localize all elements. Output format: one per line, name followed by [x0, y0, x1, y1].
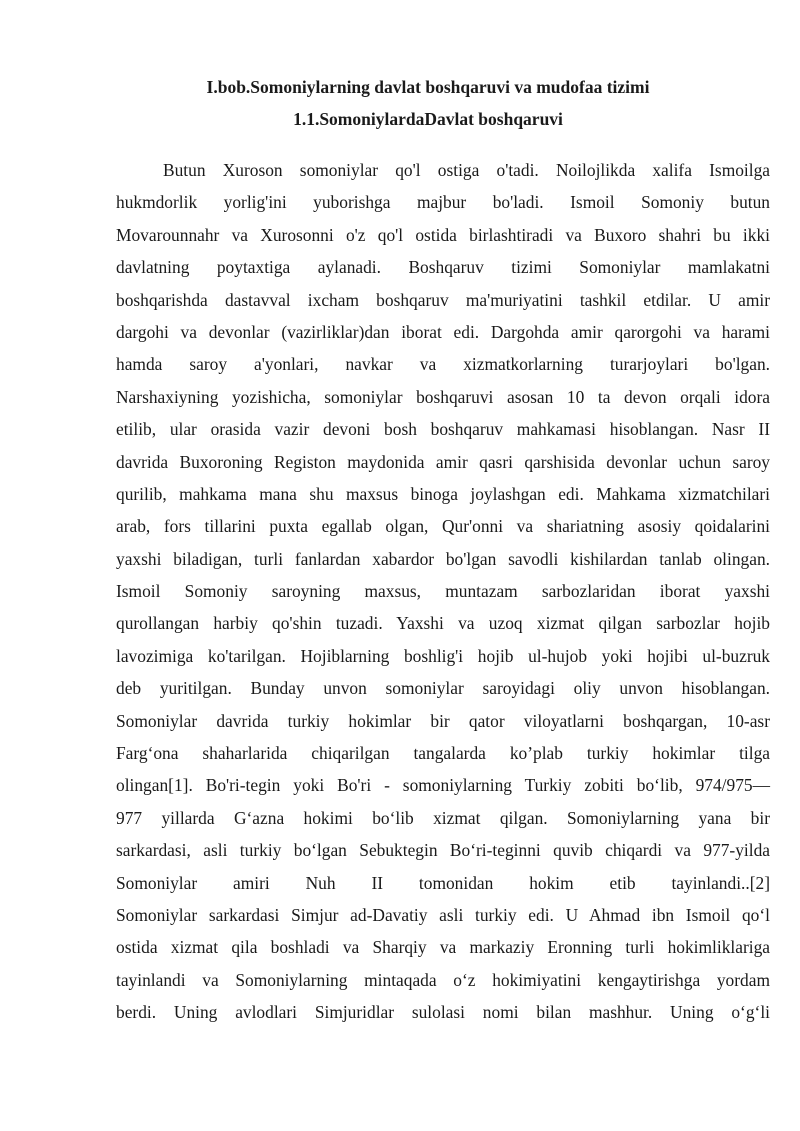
text-line: 977 yillarda G‘azna hokimi bo‘lib xizmat qilgan. Somoniylarning yana bir: [116, 807, 770, 828]
text-line: Somoniylar davrida turkiy hokimlar bir qator viloyatlarni boshqargan, 10-asr: [116, 710, 770, 731]
text-line: yaxshi biladigan, turli fanlardan xabardor bo'lgan savodli kishilardan tanlab olingan.: [116, 548, 770, 569]
text-line: hamda saroy a'yonlari, navkar va xizmatkorlarning turarjoylari bo'lgan.: [116, 354, 770, 375]
text-line: Somoniylar amiri Nuh II tomonidan hokim etib tayinlandi..[2]: [116, 872, 770, 893]
text-line: Narshaxiyning yozishicha, somoniylar boshqaruvi asosan 10 ta devon orqali idora: [116, 386, 770, 407]
section-title: 1.1.SomoniylardaDavlat boshqaruvi: [293, 109, 563, 129]
text-line: tayinlandi va Somoniylarning mintaqada o‘z hokimiyatini kengaytirishga yordam: [116, 969, 770, 990]
text-line: qurollangan harbiy qo'shin tuzadi. Yaxshi va uzoq xizmat qilgan sarbozlar hojib: [116, 613, 770, 634]
text-line: berdi. Uning avlodlari Simjuridlar sulolasi nomi bilan mashhur. Uning o‘g‘li: [116, 1002, 770, 1023]
text-line: deb yuritilgan. Bunday unvon somoniylar saroyidagi oliy unvon hisoblangan.: [116, 678, 770, 699]
text-line: Movarounnahr va Xurosonni o'z qo'l ostida birlashtiradi va Buxoro shahri bu ikki: [116, 224, 770, 245]
text-line: hukmdorlik yorlig'ini yuborishga majbur bo'ladi. Ismoil Somoniy butun: [116, 192, 770, 213]
text-line: boshqarishda dastavval ixcham boshqaruv ma'muriyatini tashkil etdilar. U amir: [116, 289, 770, 310]
text-line: Somoniylar sarkardasi Simjur ad-Davatiy asli turkiy edi. U Ahmad ibn Ismoil qo‘l: [116, 904, 770, 925]
chapter-title: I.bob.Somoniylarning davlat boshqaruvi va mudofaa tizimi: [206, 77, 650, 97]
text-line: qurilib, mahkama mana shu maxsus binoga joylashgan edi. Mahkama xizmatchilari: [116, 483, 770, 504]
text-line: dargohi va devonlar (vazirliklar)dan iborat edi. Dargohda amir qarorgohi va harami: [116, 321, 770, 342]
text-line: davlatning poytaxtiga aylanadi. Boshqaruv tizimi Somoniylar mamlakatni: [116, 257, 770, 278]
text-line: arab, fors tillarini puxta egallab olgan, Qur'onni va shariatning asosiy qoidalarini: [116, 516, 770, 537]
text-line: davrida Buxoroning Registon maydonida amir qasri qarshisida devonlar uchun saroy: [116, 451, 770, 472]
text-line: olingan[1]. Bo'ri-tegin yoki Bo'ri - somoniylarning Turkiy zobiti bo‘lib, 974/975—: [116, 775, 770, 796]
text-line: Ismoil Somoniy saroyning maxsus, muntazam sarbozlaridan iborat yaxshi: [116, 581, 770, 602]
text-line: lavozimiga ko'tarilgan. Hojiblarning boshlig'i hojib ul-hujob yoki hojibi ul-buzruk: [116, 645, 770, 666]
text-line: sarkardasi, asli turkiy bo‘lgan Sebuktegin Bo‘ri-teginni quvib chiqardi va 977-yilda: [116, 840, 770, 861]
text-line: Farg‘ona shaharlarida chiqarilgan tangalarda ko’plab turkiy hokimlar tilga: [116, 743, 770, 764]
text-line: etilib, ular orasida vazir devoni bosh boshqaruv mahkamasi hisoblangan. Nasr II: [116, 419, 770, 440]
text-line: ostida xizmat qila boshladi va Sharqiy va markaziy Eronning turli hokimliklariga: [116, 937, 770, 958]
text-line: Butun Xuroson somoniylar qo'l ostiga o'tadi. Noilojlikda xalifa Ismoilga: [163, 160, 770, 180]
body-paragraph: [116, 154, 770, 1029]
